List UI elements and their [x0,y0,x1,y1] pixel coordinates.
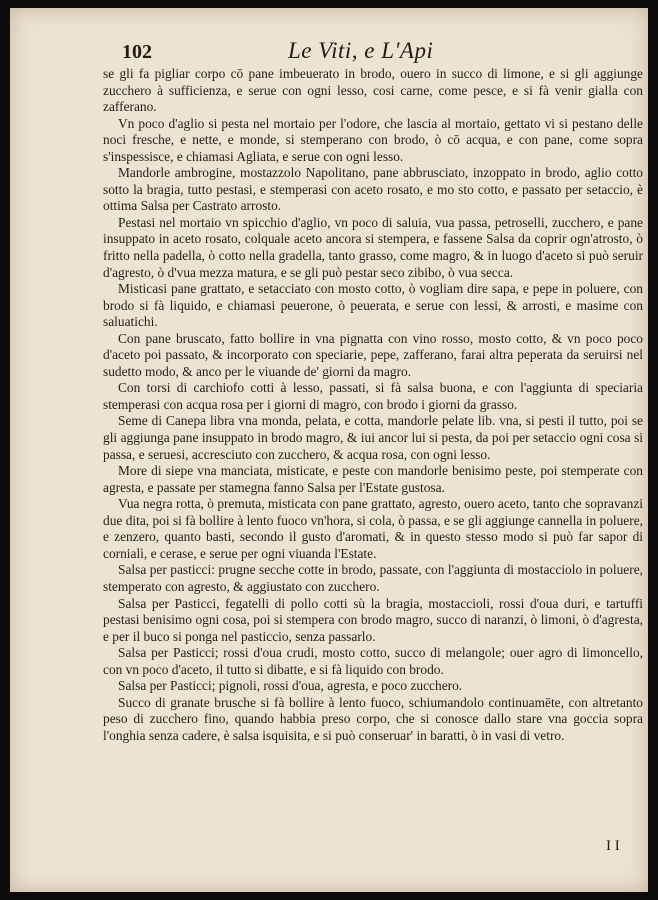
paragraph-salsa-coprire: Pestasi nel mortaio vn spicchio d'aglio, vn poco di saluia, vua passa, petroselli, zucchero, e pane insuppato in aceto rosato, colquale aceto ancora si stempera, e fassene Salsa da coprir ogn'atrosto, ò fritto nella padella, ò cotto nella gradella, tanto grasso, come magro, & in luogo d'aceto si può seruir d'agresto, ò d'vua mezza matura, e se gli può pestar seco zibibo, ò vua secca. [103,214,643,280]
paragraph-salsa-pasticci-3: Salsa per Pasticci; rossi d'oua crudi, mosto cotto, succo di melangole; ouer agro di limoncello, con vn poco d'aceto, il tutto si dibatte, e si fà liquido con brodo. [103,645,643,677]
paragraph-more-siepe: More di siepe vna manciata, misticate, e peste con mandorle benisimo peste, poi stemperate con agresta, e passate per stamegna fanno Salsa per l'Estate gustosa. [103,463,643,495]
paragraph-salsa-pasticci-2: Salsa per Pasticci, fegatelli di pollo cotti sù la bragia, mostaccioli, rossi d'oua duri, e tartuffi pestasi benisimo ogni cosa, poi si stempera con brodo magro, succo di naranzi, ò limoni, ò d'agresta, e per il buco si ponga nel pasticcio, senza passarlo. [103,595,643,644]
paragraph-salsa-pasticci-1: Salsa per pasticci: prugne secche cotte in brodo, passate, con l'aggiunta di mostacciolo in poluere, stemperato con agresto, & aggiustato con zucchero. [103,562,643,594]
running-title: Le Viti, e L'Api [288,38,434,63]
paragraph-carchiofo: Con torsi di carchiofo cotti à lesso, passati, si fà salsa buona, e con l'aggiunta di speciaria stemperasi con acqua rosa per i giorni di magro, con brodo i giorni da grasso. [103,380,643,412]
paragraph-vua-negra: Vua negra rotta, ò premuta, misticata con pane grattato, agresto, ouero aceto, tanto che sopravanzi due dita, poi si fà bollire à lento fuoco vn'hora, si cola, ò passa, e se gli aggiunge cannella in poluere, e zenzero, quanto basti, secondo il gusto d'aromati, & in questo stesso modo si può far sapor di cornialì, e cerase, e serue per ogni viuanda l'Estate. [103,496,643,561]
signature-mark: I I [606,838,620,854]
book-page [10,8,648,892]
page-number: 102 [122,41,152,63]
paragraph-salsa-castrato: Mandorle ambrogine, mostazzolo Napolitano, pane abbrusciato, inzoppato in brodo, aglio cotto sotto la bragia, tutto pestasi, e stemperasi con aceto rosato, e mo sto cotto, e passato per setaccio, è ottima Salsa per Castrato arrosto. [103,165,643,214]
paragraph-peperata: Con pane bruscato, fatto bollire in vna pignatta con vino rosso, mosto cotto, & vn poco poco d'aceto poi passato, & incorporato con speciarie, pepe, zafferano, farai altra peperata da seruirsi nel sudetto modo, & anco per le viuande de' giorni da magro. [103,330,643,379]
paragraph-granate: Succo di granate brusche si fà bollire à lento fuoco, schiumandolo continuamēte, con altretanto peso di zucchero fino, quando habbia preso corpo, che si conosce dallo stare vna goccia sopra l'onghia senza cadere, è salsa isquisita, e si può conseruar' in baratti, ò in vasi di vetro. [103,694,643,743]
paragraph-peuerata: Misticasi pane grattato, e setacciato con mosto cotto, ò vogliam dire sapa, e pepe in poluere, con brodo si fà liquido, e chiamasi peuerone, ò peuerata, e serue con lessi, & arrosti, e masime con saluatichi. [103,281,643,330]
paragraph-agliata: Vn poco d'aglio si pesta nel mortaio per l'odore, che lascia al mortaio, gettato vi si pestano delle noci fresche, e nette, e monde, si stemperano con brodo, ò cō acqua, e con pane, come sopra s'inspessisce, e chiamasi Agliata, e serue con ogni lesso. [103,115,643,164]
paragraph-canepa: Seme di Canepa libra vna monda, pelata, e cotta, mandorle pelate lib. vna, si pesti il tutto, poi se gli aggiunga pane insuppato in brodo magro, & iui ancor lui si pesta, da poi per setaccio ogni cosa si passa, e seruesi, accresciuto con zucchero, & acqua rosa, con ogni lesso. [103,413,643,462]
body-text [103,66,643,744]
paragraph-continuation: se gli fa pigliar corpo cō pane imbeuerato in brodo, ouero in succo di limone, e si gli aggiunge zucchero à sufficienza, e serue con ogni lesso, cosi carne, come pesce, e si fà venir gialla con zafferano. [103,66,643,115]
paragraph-salsa-pasticci-4: Salsa per Pasticci; pignoli, rossi d'oua, agresta, e poco zucchero. [118,678,463,694]
